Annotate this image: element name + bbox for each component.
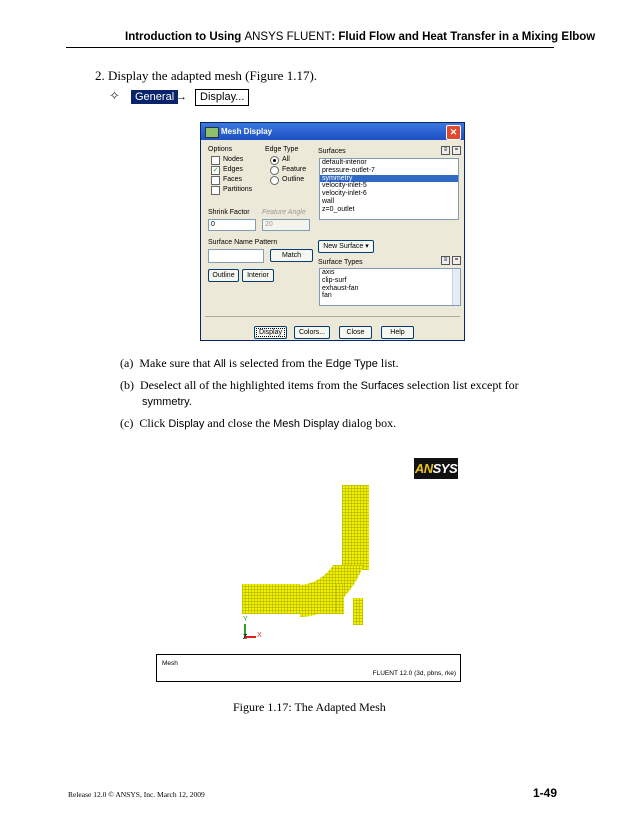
close-icon[interactable]: ✕ [446,125,461,140]
edge-all-label: All [282,156,290,163]
faces-checkbox[interactable] [211,176,220,185]
mesh-side-inlet [353,598,363,625]
caption-mesh: Mesh [162,660,178,667]
axis-z-label: Z [243,634,248,641]
list-item[interactable]: wall [322,197,335,205]
edge-feature-label: Feature [282,166,307,173]
edges-checkbox[interactable]: ✓ [212,167,219,174]
colors-button[interactable]: Colors... [294,326,330,339]
edge-all-radio[interactable] [270,156,279,165]
ansys-logo: ANSYS [414,458,458,479]
match-button[interactable]: Match [270,249,313,262]
shrink-factor-label: Shrink Factor [208,209,250,216]
surface-types-label: Surface Types [318,259,363,266]
list-item[interactable]: pressure-outlet-7 [322,166,375,174]
surfaces-label: Surfaces [318,148,346,155]
edges-label: Edges [223,166,243,173]
feature-angle-input[interactable]: 20 [262,219,310,231]
general-tab[interactable]: General [131,90,178,104]
running-header: Introduction to Using ANSYS FLUENT: Fluid Flow and Heat Transfer in a Mixing Elbow [125,31,596,43]
caption-solver: FLUENT 12.0 (3d, pbns, rke) [372,670,456,677]
display-button[interactable]: Display [254,326,287,339]
edge-feature-radio[interactable] [270,166,279,175]
nodes-label: Nodes [223,156,244,163]
interior-button[interactable]: Interior [242,269,274,282]
edge-type-label: Edge Type [265,146,299,153]
feature-angle-label: Feature Angle [262,209,306,216]
surface-types-scrollbar[interactable] [452,269,460,305]
list-item[interactable]: fan [322,292,332,300]
deselect-all-types-icon[interactable]: = [452,256,461,265]
mesh-vertical-leg [342,485,369,570]
figure-caption-box [156,654,461,682]
partitions-label: Partitions [223,186,253,193]
substep-c: (c) Click Display and close the Mesh Display dialog box. [120,416,397,430]
axis-x-label: X [257,632,262,639]
new-surface-button[interactable]: New Surface ▾ [318,240,374,253]
select-all-types-icon[interactable]: ≡ [441,256,450,265]
product-name: ANSYS FLUENT [244,31,332,43]
footer-release: Release 12.0 © ANSYS, Inc. March 12, 2009 [68,790,205,799]
display-button-ref[interactable]: Display... [195,89,249,106]
dialog-titlebar [201,123,464,140]
list-item[interactable]: default-interior [322,159,367,166]
nodes-checkbox[interactable] [211,156,220,165]
list-item[interactable]: clip-surf [322,276,347,284]
substep-a: (a) Make sure that All is selected from the Edge Type list. [120,356,399,370]
help-button[interactable]: Help [381,326,414,339]
deselect-all-icon[interactable]: = [452,146,461,155]
surface-types-list[interactable] [319,268,461,306]
header-rule [66,47,554,48]
dialog-separator [205,316,460,317]
page-number: 1-49 [533,786,558,800]
dialog-title: Mesh Display [221,127,273,136]
menu-arrow-icon: → [176,91,187,103]
step-2: 2. Display the adapted mesh (Figure 1.17). [95,68,318,83]
list-item-selected[interactable]: symmetry [320,175,458,183]
surface-name-pattern-input[interactable] [208,249,264,263]
select-all-icon[interactable]: ≡ [441,146,450,155]
close-button[interactable]: Close [339,326,372,339]
list-item[interactable]: axis [322,269,335,276]
figure-title: Figure 1.17: The Adapted Mesh [233,700,386,714]
substep-b: (b) Deselect all of the highlighted items from the Surfaces selection list except for [120,378,519,392]
window-icon [205,127,219,138]
mesh-display-dialog [200,122,465,341]
edge-outline-label: Outline [282,176,305,183]
list-item[interactable]: velocity-inlet-5 [322,182,367,190]
surfaces-list[interactable] [319,158,459,220]
shrink-factor-input[interactable]: 0 [208,219,256,231]
options-label: Options [208,146,233,153]
substep-b-line2: symmetry. [142,396,192,408]
edge-outline-radio[interactable] [270,176,279,185]
axis-y-label: Y [243,616,248,623]
list-item[interactable]: z=0_outlet [322,205,355,213]
partitions-checkbox[interactable] [211,186,220,195]
surface-name-pattern-label: Surface Name Pattern [208,239,278,246]
menu-path-icon: ✧ [109,88,120,103]
list-item[interactable]: velocity-inlet-6 [322,190,367,198]
list-item[interactable]: exhaust-fan [322,284,359,292]
outline-button[interactable]: Outline [208,269,239,282]
faces-label: Faces [223,176,243,183]
mesh-elbow-joint [336,584,344,614]
